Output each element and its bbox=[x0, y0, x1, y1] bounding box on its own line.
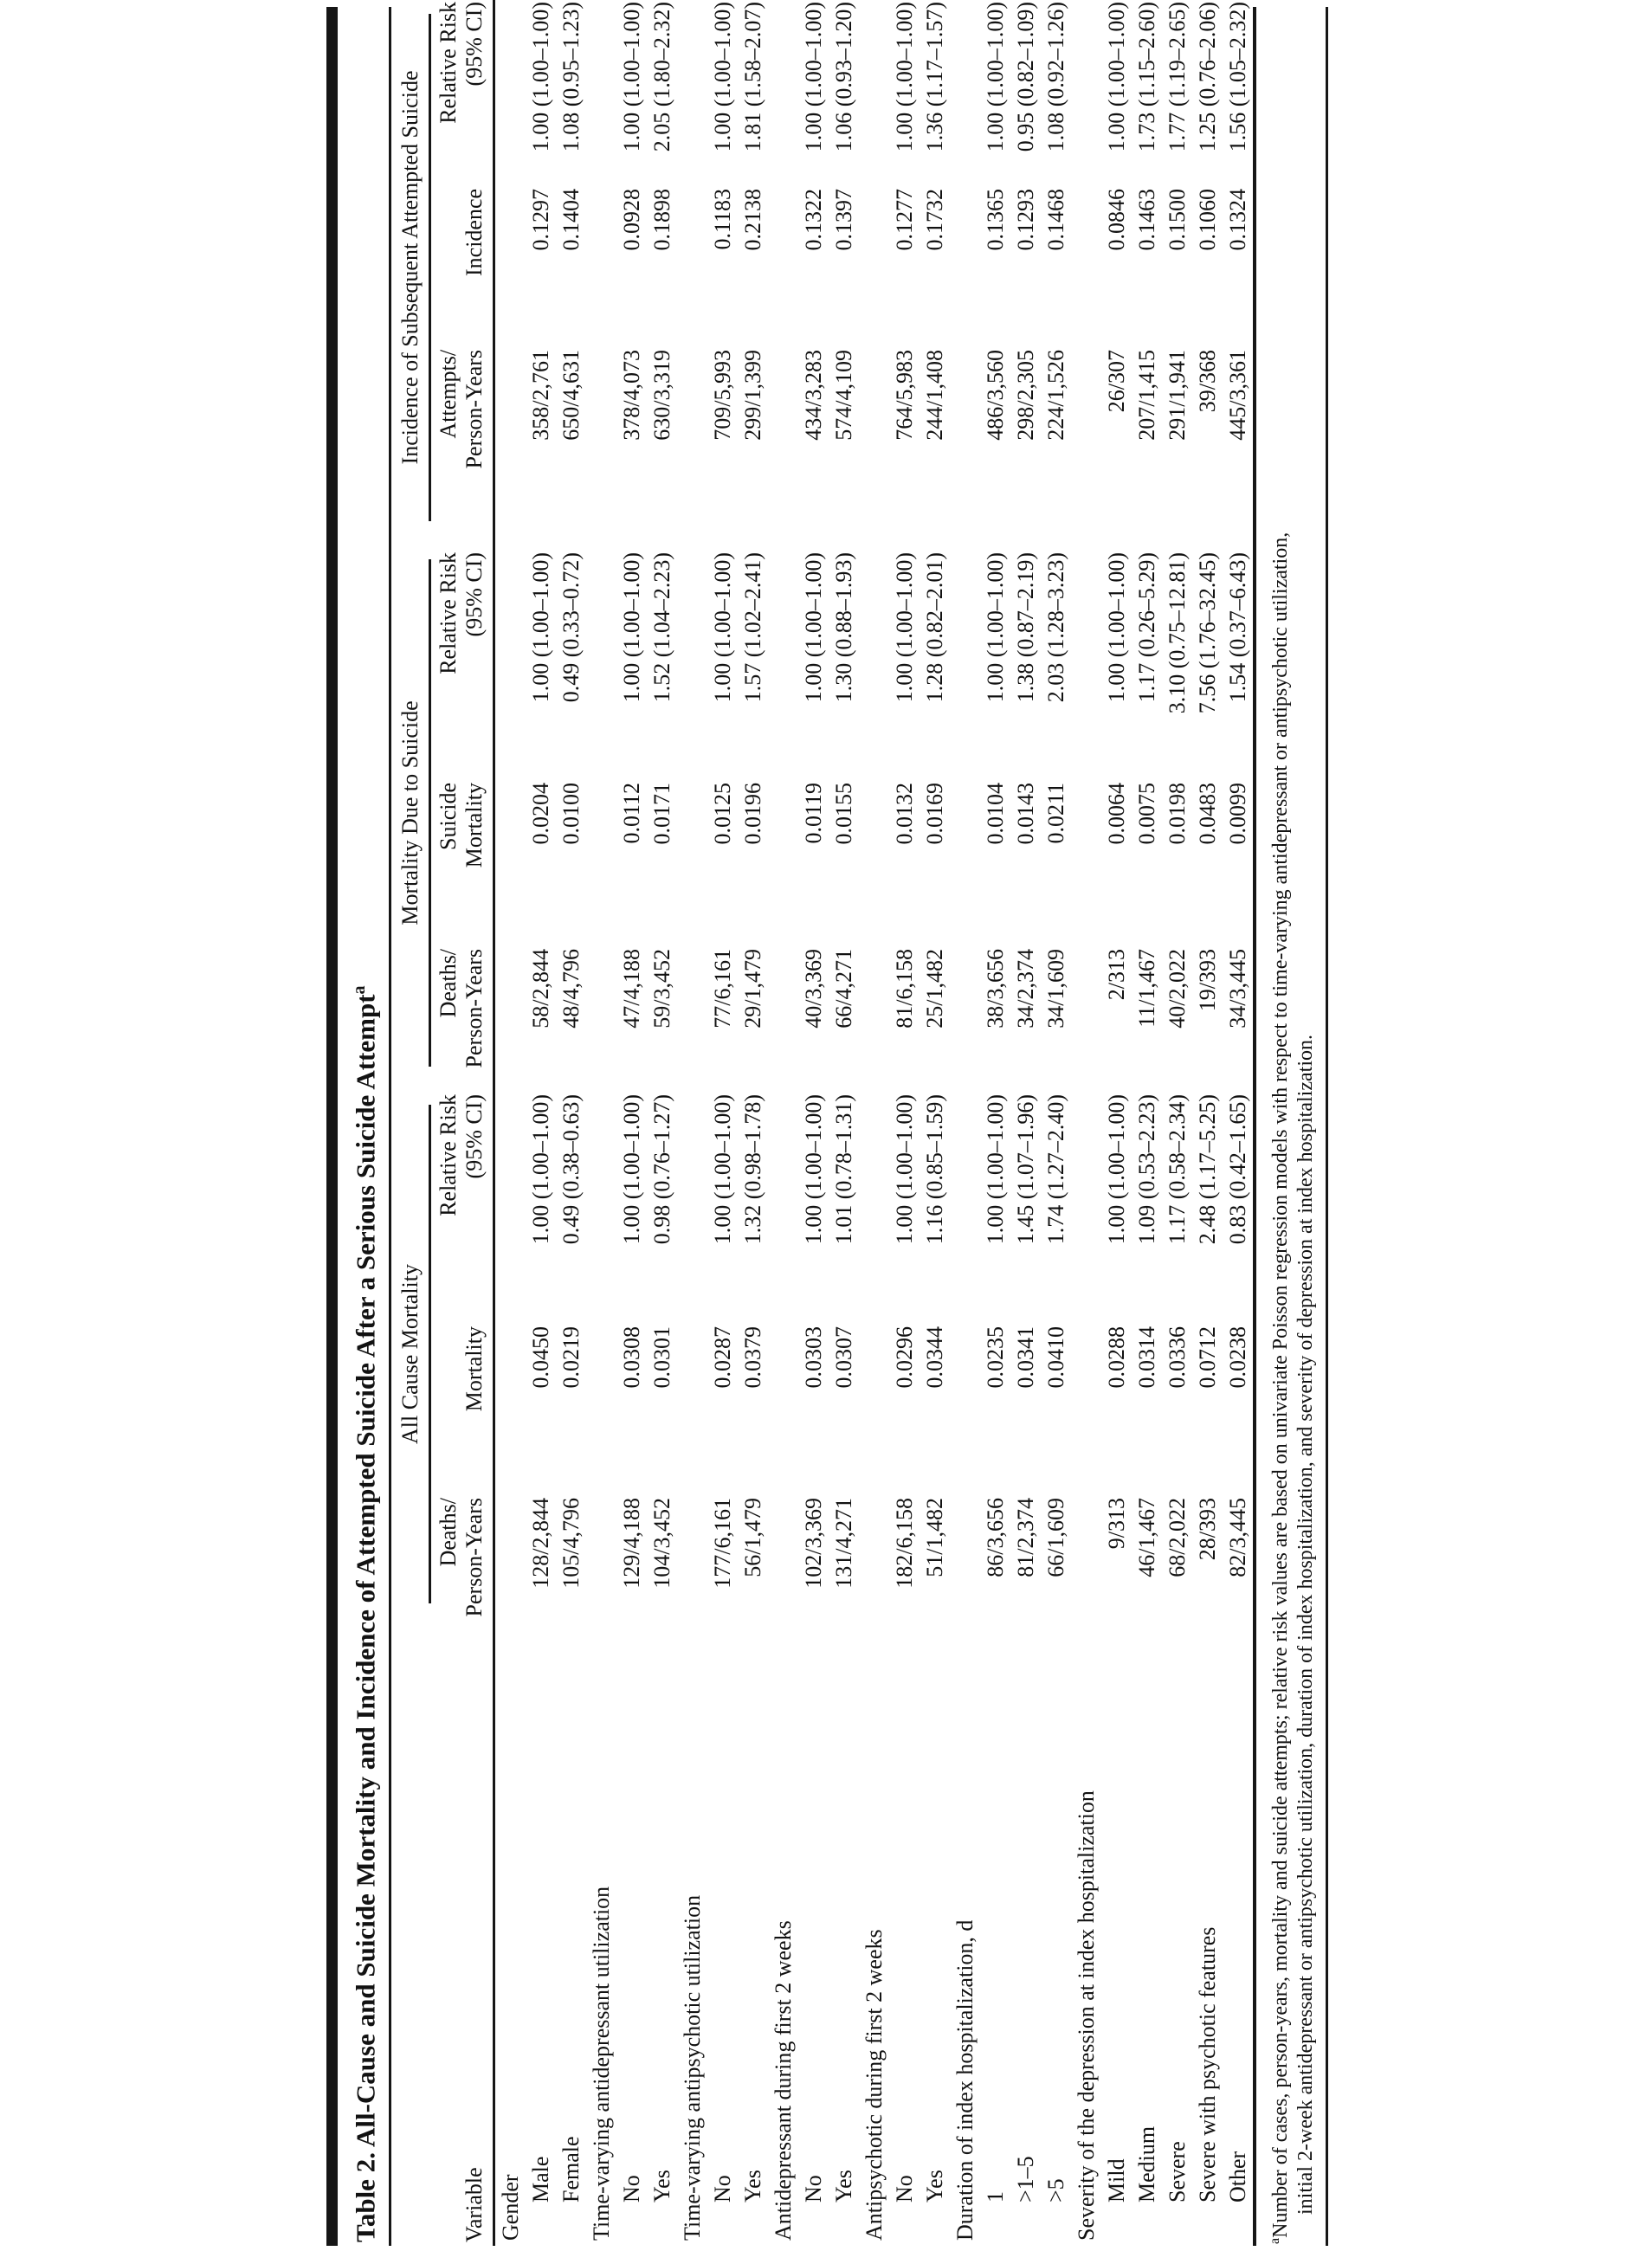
data-cell: 2.05 (1.80–2.32) bbox=[649, 1, 675, 152]
row-label: Severe with psychotic features bbox=[1195, 1926, 1221, 2203]
data-cell: 0.1500 bbox=[1165, 188, 1191, 251]
data-cell: 29/1,479 bbox=[740, 948, 766, 1029]
data-cell: 0.0075 bbox=[1134, 782, 1160, 845]
table-row bbox=[768, 0, 798, 2246]
table-body bbox=[494, 0, 1254, 2246]
data-cell: 0.0064 bbox=[1104, 782, 1130, 845]
row-label: Yes bbox=[922, 2170, 948, 2203]
data-cell: 0.0303 bbox=[801, 1326, 827, 1389]
data-cell: 0.1468 bbox=[1043, 188, 1069, 251]
data-cell: 1.16 (0.85–1.59) bbox=[922, 1093, 948, 1245]
data-cell: 1.08 (0.95–1.23) bbox=[558, 1, 584, 152]
data-cell: 1.00 (1.00–1.00) bbox=[710, 551, 736, 703]
data-cell: 1.30 (0.88–1.93) bbox=[831, 551, 857, 703]
column-header-line: (95% CI) bbox=[461, 1, 487, 87]
data-cell: 81/6,158 bbox=[892, 948, 918, 1029]
row-label: Time-varying antidepressant utilization bbox=[589, 1886, 615, 2241]
data-cell: 0.98 (0.76–1.27) bbox=[649, 1093, 675, 1245]
data-cell: 7.56 (1.76–32.45) bbox=[1195, 551, 1221, 714]
column-header bbox=[431, 540, 494, 748]
table-footnote bbox=[1256, 7, 1326, 2246]
data-cell: 299/1,399 bbox=[740, 349, 766, 441]
footnote-line-2: initial 2-week antidepressant or antipsychotic utilization, duration of index hospitalization, and severity of depression at index hospitalization. bbox=[1294, 1035, 1318, 2215]
data-cell: 46/1,467 bbox=[1134, 1498, 1160, 1577]
table-row bbox=[980, 0, 1010, 2246]
data-cell: 1.00 (1.00–1.00) bbox=[1104, 1, 1130, 152]
table-row bbox=[677, 0, 707, 2246]
row-label: Other bbox=[1225, 2151, 1251, 2203]
data-cell: 1.17 (0.58–2.34) bbox=[1165, 1093, 1191, 1245]
row-label: No bbox=[801, 2175, 827, 2203]
column-header-line: Relative Risk bbox=[436, 551, 461, 674]
data-cell: 58/2,844 bbox=[528, 948, 554, 1029]
data-cell: 102/3,369 bbox=[801, 1498, 827, 1589]
data-cell: 0.49 (0.33–0.72) bbox=[558, 551, 584, 703]
data-cell: 34/1,609 bbox=[1043, 948, 1069, 1029]
data-cell: 1.08 (0.92–1.26) bbox=[1043, 1, 1069, 152]
data-cell: 28/393 bbox=[1195, 1498, 1221, 1561]
column-header bbox=[431, 0, 494, 177]
table-title bbox=[338, 7, 389, 2246]
data-cell: 0.1365 bbox=[983, 188, 1009, 251]
data-cell: 2.03 (1.28–3.23) bbox=[1043, 551, 1069, 703]
subhead-row bbox=[431, 0, 494, 2246]
group-header-incidence bbox=[391, 0, 431, 540]
table-row bbox=[556, 0, 586, 2246]
table-row bbox=[920, 0, 950, 2246]
data-cell: 1.00 (1.00–1.00) bbox=[983, 1, 1009, 152]
data-cell: 105/4,796 bbox=[558, 1498, 584, 1589]
row-label: Medium bbox=[1134, 2125, 1160, 2203]
row-label: Time-varying antipsychotic utilization bbox=[680, 1894, 706, 2241]
table-row bbox=[738, 0, 768, 2246]
data-cell: 0.83 (0.42–1.65) bbox=[1225, 1093, 1251, 1245]
row-label: Yes bbox=[831, 2170, 857, 2203]
row-label: >1–5 bbox=[1013, 2156, 1039, 2203]
table-title-text: Table 2. All-Cause and Suicide Mortality and Incidence of Attempted Suicide After a Serious Suicide Attempt bbox=[350, 994, 381, 2242]
data-cell: 34/2,374 bbox=[1013, 948, 1039, 1029]
data-cell: 11/1,467 bbox=[1134, 948, 1160, 1028]
table-row bbox=[526, 0, 556, 2246]
data-cell: 1.73 (1.15–2.60) bbox=[1134, 1, 1160, 152]
data-cell: 39/368 bbox=[1195, 349, 1221, 413]
column-header-line: Relative Risk bbox=[436, 1093, 461, 1216]
data-cell: 2/313 bbox=[1104, 948, 1130, 1001]
column-header-line: Person-Years bbox=[461, 1498, 487, 1617]
data-cell: 1.00 (1.00–1.00) bbox=[619, 551, 645, 703]
data-cell: 0.0301 bbox=[649, 1326, 675, 1389]
data-cell: 0.1297 bbox=[528, 188, 554, 251]
data-cell: 0.1060 bbox=[1195, 188, 1221, 251]
column-header-line: Person-Years bbox=[461, 948, 487, 1068]
data-cell: 709/5,993 bbox=[710, 349, 736, 441]
data-cell: 0.0410 bbox=[1043, 1326, 1069, 1389]
row-label: Female bbox=[558, 2136, 584, 2203]
data-cell: 1.00 (1.00–1.00) bbox=[528, 551, 554, 703]
data-cell: 0.0155 bbox=[831, 782, 857, 845]
data-cell: 0.0235 bbox=[983, 1326, 1009, 1389]
data-cell: 1.00 (1.00–1.00) bbox=[619, 1093, 645, 1245]
column-header bbox=[431, 1086, 494, 1285]
data-cell: 129/4,188 bbox=[619, 1498, 645, 1589]
data-cell: 1.00 (1.00–1.00) bbox=[892, 551, 918, 703]
data-cell: 81/2,374 bbox=[1013, 1498, 1039, 1577]
table-row bbox=[1041, 0, 1071, 2246]
column-header-line: Variable bbox=[461, 2167, 487, 2242]
data-cell: 1.77 (1.19–2.65) bbox=[1165, 1, 1191, 152]
data-cell: 1.00 (1.00–1.00) bbox=[710, 1093, 736, 1245]
row-label: Antidepressant during first 2 weeks bbox=[771, 1920, 797, 2241]
data-cell: 0.0288 bbox=[1104, 1326, 1130, 1389]
column-header-line: (95% CI) bbox=[461, 1093, 487, 1179]
data-cell: 1.45 (1.07–1.96) bbox=[1013, 1093, 1039, 1245]
data-cell: 0.0112 bbox=[619, 782, 645, 844]
data-cell: 26/307 bbox=[1104, 349, 1130, 413]
data-cell: 0.0125 bbox=[710, 782, 736, 845]
data-cell: 177/6,161 bbox=[710, 1498, 736, 1589]
data-cell: 1.00 (1.00–1.00) bbox=[892, 1, 918, 152]
column-header bbox=[431, 1285, 494, 1467]
row-label: Antipsychotic during first 2 weeks bbox=[861, 1929, 887, 2241]
data-cell: 0.0336 bbox=[1165, 1326, 1191, 1389]
row-label: Yes bbox=[649, 2170, 675, 2203]
data-cell: 0.0712 bbox=[1195, 1326, 1221, 1389]
data-cell: 298/2,305 bbox=[1013, 349, 1039, 441]
data-cell: 0.1732 bbox=[922, 188, 948, 251]
data-cell: 0.0143 bbox=[1013, 782, 1039, 845]
row-label: Severity of the depression at index hospitalization bbox=[1074, 1790, 1100, 2241]
data-cell: 77/6,161 bbox=[710, 948, 736, 1029]
group-header-spacer bbox=[391, 1622, 431, 2246]
data-cell: 434/3,283 bbox=[801, 349, 827, 441]
data-cell: 486/3,560 bbox=[983, 349, 1009, 441]
data-cell: 0.0450 bbox=[528, 1326, 554, 1389]
table-row bbox=[616, 0, 647, 2246]
data-cell: 291/1,941 bbox=[1165, 349, 1191, 441]
table-block bbox=[326, 1, 1328, 2246]
table-row bbox=[1071, 0, 1101, 2246]
data-cell: 1.00 (1.00–1.00) bbox=[619, 1, 645, 152]
data-cell: 1.00 (1.00–1.00) bbox=[801, 1093, 827, 1245]
table-row bbox=[889, 0, 920, 2246]
group-header-label: All Cause Mortality bbox=[397, 1105, 431, 1603]
data-cell: 630/3,319 bbox=[649, 349, 675, 441]
data-cell: 1.38 (0.87–2.19) bbox=[1013, 551, 1039, 703]
column-header bbox=[431, 938, 494, 1086]
data-cell: 59/3,452 bbox=[649, 948, 675, 1029]
data-cell: 40/2,022 bbox=[1165, 948, 1191, 1029]
data-cell: 0.0196 bbox=[740, 782, 766, 845]
data-cell: 0.0219 bbox=[558, 1326, 584, 1389]
table-row bbox=[859, 0, 889, 2246]
data-cell: 0.1277 bbox=[892, 188, 918, 251]
data-cell: 1.00 (1.00–1.00) bbox=[1104, 1093, 1130, 1245]
data-cell: 1.81 (1.58–2.07) bbox=[740, 1, 766, 152]
row-label: Male bbox=[528, 2156, 554, 2203]
data-cell: 358/2,761 bbox=[528, 349, 554, 441]
row-label: Severe bbox=[1165, 2141, 1191, 2203]
column-header-line: (95% CI) bbox=[461, 551, 487, 637]
data-cell: 0.1322 bbox=[801, 188, 827, 251]
data-cell: 378/4,073 bbox=[619, 349, 645, 441]
column-header bbox=[431, 1622, 494, 2246]
column-header bbox=[431, 748, 494, 938]
column-header-line: Person-Years bbox=[461, 349, 487, 469]
data-cell: 0.1404 bbox=[558, 188, 584, 251]
row-label: Yes bbox=[740, 2170, 766, 2203]
row-label: Duration of index hospitalization, d bbox=[952, 1919, 978, 2241]
data-cell: 0.0379 bbox=[740, 1326, 766, 1389]
table-row bbox=[1101, 0, 1132, 2246]
data-cell: 131/4,271 bbox=[831, 1498, 857, 1589]
data-table bbox=[391, 0, 1253, 2246]
data-cell: 1.28 (0.82–2.01) bbox=[922, 551, 948, 703]
data-cell: 244/1,408 bbox=[922, 349, 948, 441]
data-cell: 0.0099 bbox=[1225, 782, 1251, 845]
table-row bbox=[1162, 0, 1192, 2246]
column-header bbox=[431, 298, 494, 540]
data-cell: 0.0846 bbox=[1104, 188, 1130, 251]
data-cell: 1.01 (0.78–1.31) bbox=[831, 1093, 857, 1245]
data-cell: 0.0344 bbox=[922, 1326, 948, 1389]
column-header-line: Relative Risk bbox=[436, 1, 461, 124]
data-cell: 1.00 (1.00–1.00) bbox=[801, 1, 827, 152]
footnote-superscript: a bbox=[1268, 2237, 1283, 2244]
data-cell: 182/6,158 bbox=[892, 1498, 918, 1589]
data-cell: 0.1183 bbox=[710, 188, 736, 250]
data-cell: 51/1,482 bbox=[922, 1498, 948, 1577]
data-cell: 0.2138 bbox=[740, 188, 766, 251]
row-label: >5 bbox=[1043, 2178, 1069, 2203]
data-cell: 1.00 (1.00–1.00) bbox=[1104, 551, 1130, 703]
row-label: No bbox=[892, 2175, 918, 2203]
data-cell: 0.0308 bbox=[619, 1326, 645, 1389]
data-cell: 1.32 (0.98–1.78) bbox=[740, 1093, 766, 1245]
data-cell: 0.0169 bbox=[922, 782, 948, 845]
data-cell: 0.1397 bbox=[831, 188, 857, 251]
data-cell: 445/3,361 bbox=[1225, 349, 1251, 441]
column-header-line: Deaths/ bbox=[436, 948, 461, 1018]
data-cell: 0.0307 bbox=[831, 1326, 857, 1389]
column-header bbox=[431, 1467, 494, 1622]
data-cell: 0.0287 bbox=[710, 1326, 736, 1389]
data-cell: 0.0296 bbox=[892, 1326, 918, 1389]
data-cell: 0.49 (0.38–0.63) bbox=[558, 1093, 584, 1245]
row-label: Mild bbox=[1104, 2158, 1130, 2203]
data-cell: 1.56 (1.05–2.32) bbox=[1225, 1, 1251, 152]
data-cell: 0.1898 bbox=[649, 188, 675, 251]
table-row bbox=[707, 0, 738, 2246]
column-header-line: Attempts/ bbox=[436, 349, 461, 439]
data-cell: 1.36 (1.17–1.57) bbox=[922, 1, 948, 152]
group-header-row bbox=[391, 0, 431, 2246]
data-cell: 0.0100 bbox=[558, 782, 584, 845]
data-cell: 56/1,479 bbox=[740, 1498, 766, 1577]
data-cell: 1.00 (1.00–1.00) bbox=[983, 1093, 1009, 1245]
data-cell: 0.0132 bbox=[892, 782, 918, 845]
data-cell: 66/1,609 bbox=[1043, 1498, 1069, 1577]
data-cell: 1.00 (1.00–1.00) bbox=[528, 1093, 554, 1245]
footnote-line-1: Number of cases, person-years, mortality and suicide attempts; relative risk values are based on univariate Poisson regression models with respect to time-varying antidepressant or antipsychotic utilization, bbox=[1269, 532, 1293, 2238]
data-cell: 574/4,109 bbox=[831, 349, 857, 441]
column-header-line: Deaths/ bbox=[436, 1498, 461, 1567]
data-cell: 104/3,452 bbox=[649, 1498, 675, 1589]
data-cell: 0.0211 bbox=[1043, 782, 1069, 844]
data-cell: 0.0198 bbox=[1165, 782, 1191, 845]
table-row bbox=[586, 0, 616, 2246]
data-cell: 82/3,445 bbox=[1225, 1498, 1251, 1577]
data-cell: 34/3,445 bbox=[1225, 948, 1251, 1029]
row-label: No bbox=[710, 2175, 736, 2203]
row-label: 1 bbox=[983, 2191, 1009, 2203]
data-cell: 66/4,271 bbox=[831, 948, 857, 1029]
top-heavy-rule bbox=[326, 7, 338, 2246]
final-rule bbox=[1326, 7, 1328, 2246]
data-cell: 38/3,656 bbox=[983, 948, 1009, 1029]
data-cell: 207/1,415 bbox=[1134, 349, 1160, 441]
data-cell: 40/3,369 bbox=[801, 948, 827, 1029]
table-row bbox=[950, 0, 980, 2246]
data-cell: 25/1,482 bbox=[922, 948, 948, 1029]
table-row bbox=[494, 0, 526, 2246]
data-cell: 1.74 (1.27–2.40) bbox=[1043, 1093, 1069, 1245]
data-cell: 0.1293 bbox=[1013, 188, 1039, 251]
data-cell: 1.00 (1.00–1.00) bbox=[892, 1093, 918, 1245]
data-cell: 1.57 (1.02–2.41) bbox=[740, 551, 766, 703]
data-cell: 1.06 (0.93–1.20) bbox=[831, 1, 857, 152]
data-cell: 1.00 (1.00–1.00) bbox=[983, 551, 1009, 703]
data-cell: 0.1463 bbox=[1134, 188, 1160, 251]
table-row bbox=[1192, 0, 1223, 2246]
data-cell: 86/3,656 bbox=[983, 1498, 1009, 1577]
column-header-line: Mortality bbox=[461, 1326, 487, 1412]
table-row bbox=[1010, 0, 1041, 2246]
data-cell: 3.10 (0.75–12.81) bbox=[1165, 551, 1191, 714]
data-cell: 764/5,983 bbox=[892, 349, 918, 441]
data-cell: 0.95 (0.82–1.09) bbox=[1013, 1, 1039, 152]
data-cell: 0.1324 bbox=[1225, 188, 1251, 251]
data-cell: 0.0483 bbox=[1195, 782, 1221, 845]
column-header bbox=[431, 177, 494, 298]
row-label: No bbox=[619, 2175, 645, 2203]
data-cell: 1.25 (0.76–2.06) bbox=[1195, 1, 1221, 152]
group-header-suicide-mortality bbox=[391, 540, 431, 1086]
data-cell: 0.0341 bbox=[1013, 1326, 1039, 1389]
data-cell: 1.17 (0.26–5.29) bbox=[1134, 551, 1160, 703]
column-header-line: Mortality bbox=[461, 782, 487, 868]
data-cell: 0.0119 bbox=[801, 782, 827, 844]
group-header-label: Incidence of Subsequent Attempted Suicide bbox=[397, 14, 431, 521]
column-header-line: Suicide bbox=[436, 782, 461, 850]
data-cell: 1.00 (1.00–1.00) bbox=[528, 1, 554, 152]
data-cell: 19/393 bbox=[1195, 948, 1221, 1012]
table-row bbox=[798, 0, 829, 2246]
group-header-label: Mortality Due to Suicide bbox=[397, 559, 431, 1067]
table-title-superscript: a bbox=[350, 985, 369, 995]
row-label: Gender bbox=[498, 2174, 524, 2241]
data-cell: 0.0314 bbox=[1134, 1326, 1160, 1389]
data-cell: 1.00 (1.00–1.00) bbox=[801, 551, 827, 703]
data-cell: 0.0204 bbox=[528, 782, 554, 845]
data-cell: 650/4,631 bbox=[558, 349, 584, 441]
data-cell: 48/4,796 bbox=[558, 948, 584, 1029]
data-cell: 1.09 (0.53–2.23) bbox=[1134, 1093, 1160, 1245]
data-cell: 224/1,526 bbox=[1043, 349, 1069, 441]
data-cell: 128/2,844 bbox=[528, 1498, 554, 1589]
data-cell: 1.52 (1.04–2.23) bbox=[649, 551, 675, 703]
data-cell: 9/313 bbox=[1104, 1498, 1130, 1550]
data-cell: 47/4,188 bbox=[619, 948, 645, 1029]
data-cell: 0.0238 bbox=[1225, 1326, 1251, 1389]
group-header-all-cause bbox=[391, 1086, 431, 1622]
data-cell: 2.48 (1.17–5.25) bbox=[1195, 1093, 1221, 1245]
data-cell: 1.00 (1.00–1.00) bbox=[710, 1, 736, 152]
table-row bbox=[1132, 0, 1162, 2246]
column-header-line: Incidence bbox=[461, 188, 487, 276]
data-cell: 1.54 (0.37–6.43) bbox=[1225, 551, 1251, 703]
table-row bbox=[829, 0, 859, 2246]
data-cell: 0.0104 bbox=[983, 782, 1009, 845]
table-row bbox=[1223, 0, 1253, 2246]
data-cell: 0.0171 bbox=[649, 782, 675, 845]
data-cell: 0.0928 bbox=[619, 188, 645, 251]
table-row bbox=[647, 0, 677, 2246]
data-cell: 68/2,022 bbox=[1165, 1498, 1191, 1577]
